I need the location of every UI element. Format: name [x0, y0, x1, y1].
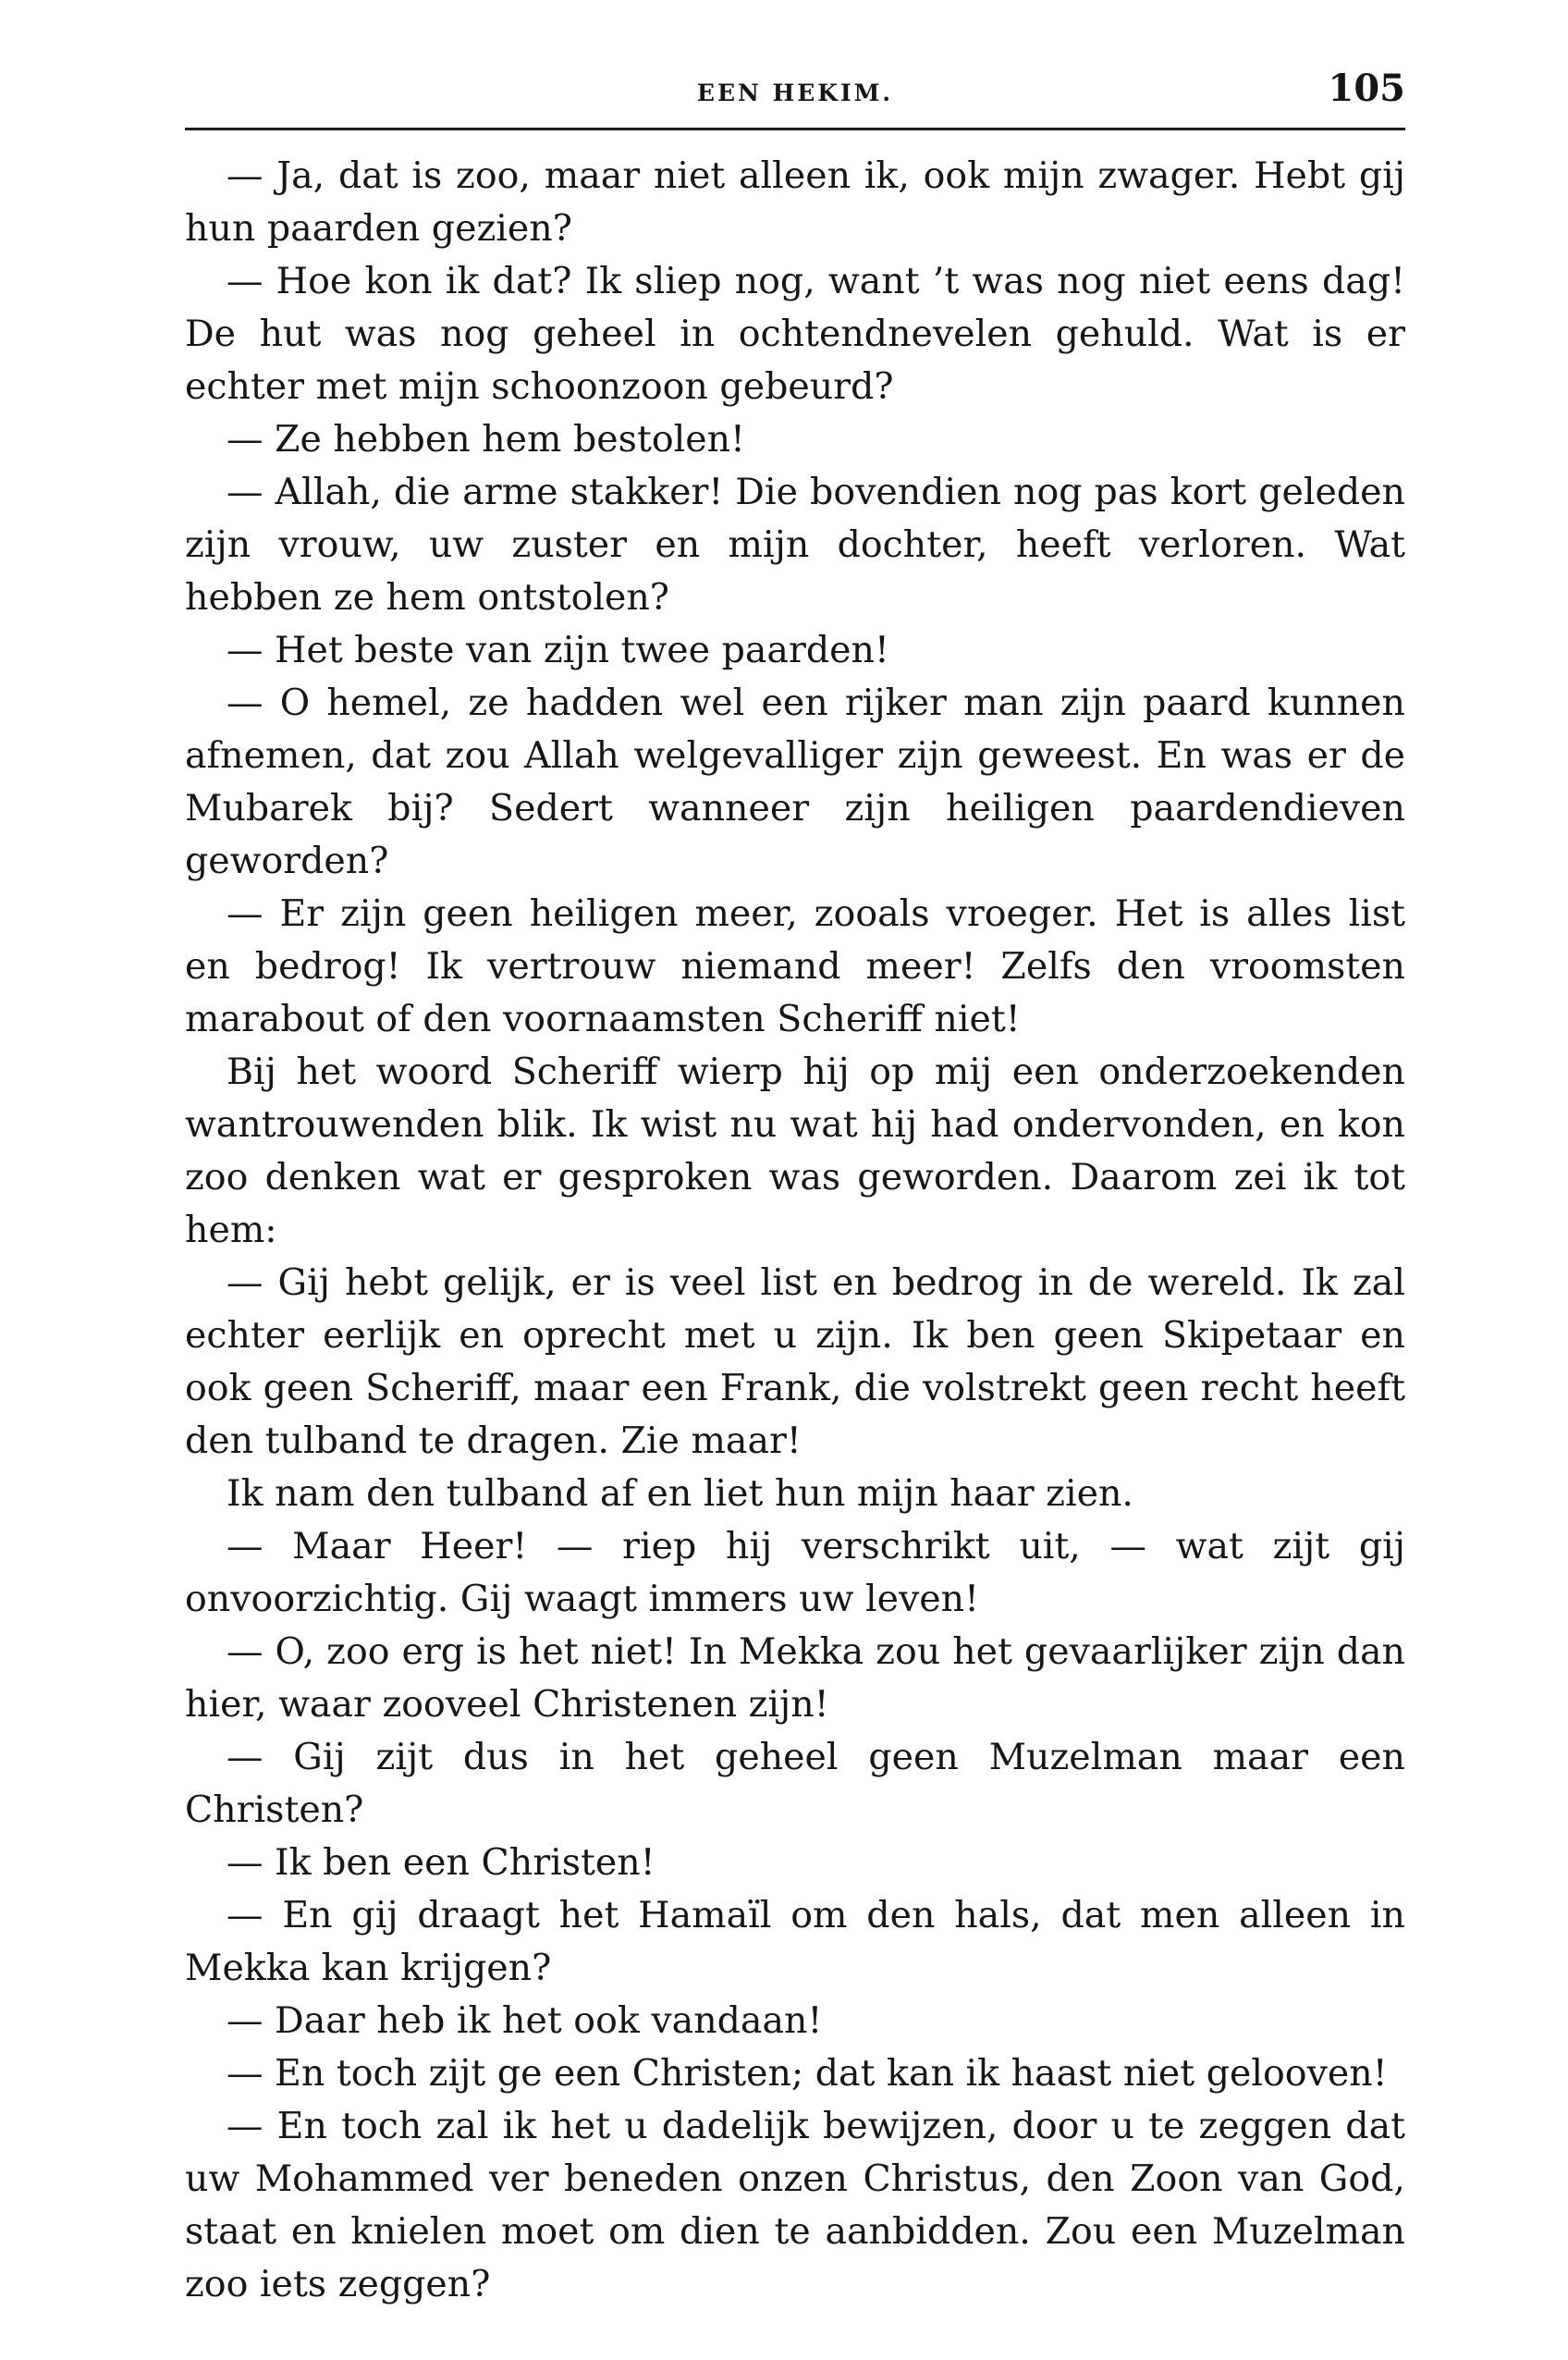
paragraph: — Hoe kon ik dat? Ik sliep nog, want ’t was nog niet eens dag! De hut was nog geheel in ochtendnevelen gehuld. Wat is er echter met mijn schoonzoon gebeurd?: [185, 260, 1405, 408]
running-header: [185, 67, 1405, 131]
paragraph: — Ja, dat is zoo, maar niet alleen ik, ook mijn zwager. Hebt gij hun paarden gezien?: [185, 154, 1405, 250]
body-text: [185, 150, 1405, 2311]
paragraph: — En toch zijt ge een Christen; dat kan ik haast niet gelooven!: [227, 2052, 1388, 2095]
paragraph: — O, zoo erg is het niet! In Mekka zou het gevaarlijker zijn dan hier, waar zooveel Christenen zijn!: [185, 1630, 1405, 1726]
paragraph: — Ik ben een Christen!: [227, 1841, 655, 1884]
page-number: 105: [1328, 67, 1405, 110]
paragraph: — Daar heb ik het ook vandaan!: [227, 1999, 823, 2042]
paragraph: — Ze hebben hem bestolen!: [227, 418, 745, 461]
paragraph: Bij het woord Scheriff wierp hij op mij een onderzoekenden wantrouwenden blik. Ik wist nu wat hij had ondervonden, en kon zoo denken wat er gesproken was geworden. Daarom zei ik tot hem:: [185, 1051, 1405, 1251]
paragraph: — Maar Heer! — riep hij verschrikt uit, — wat zijt gij onvoorzichtig. Gij waagt immers uw leven!: [185, 1525, 1405, 1620]
header-rule: [185, 128, 1405, 130]
paragraph: — En toch zal ik het u dadelijk bewijzen, door u te zeggen dat uw Mohammed ver beneden onzen Christus, den Zoon van God, staat en knielen moet om dien te aanbidden. Zou een Muzelman zoo iets zeggen?: [185, 2105, 1405, 2305]
paragraph: — Er zijn geen heiligen meer, zooals vroeger. Het is alles list en bedrog! Ik vertrouw niemand meer! Zelfs den vroomsten marabout of den voornaamsten Scheriff niet!: [185, 892, 1405, 1040]
paragraph: — Het beste van zijn twee paarden!: [227, 629, 889, 671]
paragraph: — O hemel, ze hadden wel een rijker man zijn paard kunnen afnemen, dat zou Allah welgevalliger zijn geweest. En was er de Mubarek bij? Sedert wanneer zijn heiligen paardendieven geworden?: [185, 682, 1405, 882]
paragraph: Ik nam den tulband af en liet hun mijn haar zien.: [227, 1472, 1133, 1515]
running-title: EEN HEKIM.: [696, 80, 894, 106]
paragraph: — Allah, die arme stakker! Die bovendien nog pas kort geleden zijn vrouw, uw zuster en mijn dochter, heeft verloren. Wat hebben ze hem ontstolen?: [185, 471, 1405, 619]
paragraph: — Gij zijt dus in het geheel geen Muzelman maar een Christen?: [185, 1736, 1405, 1831]
paragraph: — Gij hebt gelijk, er is veel list en bedrog in de wereld. Ik zal echter eerlijk en oprecht met u zijn. Ik ben geen Skipetaar en ook geen Scheriff, maar een Frank, die volstrekt geen recht heeft den tulband te dragen. Zie maar!: [185, 1261, 1405, 1462]
paragraph: — En gij draagt het Hamaïl om den hals, dat men alleen in Mekka kan krijgen?: [185, 1894, 1405, 1989]
